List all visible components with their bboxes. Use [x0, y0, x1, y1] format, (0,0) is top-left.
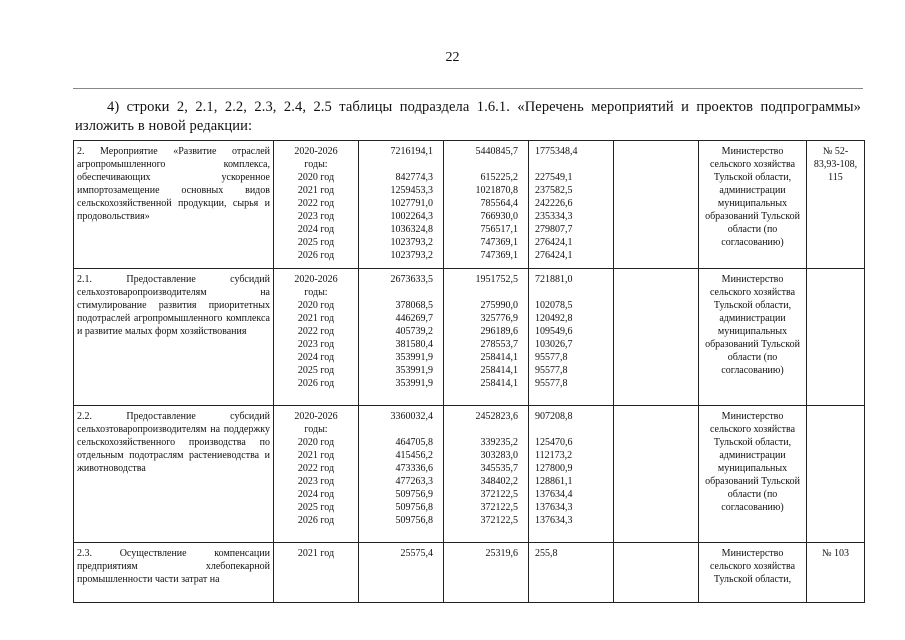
amount-value: 348402,2 — [480, 476, 518, 487]
amount-value: 1259453,3 — [390, 185, 433, 196]
amount-value: 446269,7 — [395, 313, 433, 324]
amount-value: 378068,5 — [395, 300, 433, 311]
indicators-cell — [807, 269, 865, 406]
period-label: 2020 год — [297, 300, 335, 311]
amount-value: 255,8 — [535, 548, 558, 559]
amount-value — [447, 286, 518, 299]
amount-value: 137634,3 — [535, 515, 573, 526]
amount-value: 353991,9 — [395, 365, 433, 376]
period-label: 2025 год — [297, 237, 335, 248]
responsible-cell — [699, 543, 807, 603]
period-label: 2021 год — [297, 185, 335, 196]
measure-name-cell — [74, 543, 274, 603]
amount-value — [362, 423, 433, 436]
period-cell — [274, 269, 359, 406]
amount-value: 766930,0 — [480, 211, 518, 222]
amount-value: 128861,1 — [535, 476, 573, 487]
amount-value: 5440845,7 — [475, 146, 518, 157]
amount-value: 756517,1 — [480, 224, 518, 235]
amount-value: 120492,8 — [535, 313, 573, 324]
other-funds-cell — [614, 141, 699, 269]
amount-value: 25319,6 — [485, 548, 518, 559]
indicators-cell — [807, 406, 865, 543]
amount-value: 381580,4 — [395, 339, 433, 350]
indicators-cell — [807, 141, 865, 269]
federal-cell — [529, 406, 614, 543]
amount-value: 109549,6 — [535, 326, 573, 337]
period-label: 2021 год — [297, 548, 335, 559]
responsible-cell — [699, 269, 807, 406]
amount-value: 464705,8 — [395, 437, 433, 448]
total-cell — [359, 543, 444, 603]
responsible-cell — [699, 141, 807, 269]
amount-value: 258414,1 — [480, 378, 518, 389]
amount-value: 125470,6 — [535, 437, 573, 448]
regional-cell — [444, 406, 529, 543]
table-row — [74, 406, 865, 543]
other-funds-cell — [614, 543, 699, 603]
amount-value: 372122,5 — [480, 515, 518, 526]
period-label: 2026 год — [297, 378, 335, 389]
period-label: 2023 год — [297, 339, 335, 350]
amount-value: 278553,7 — [480, 339, 518, 350]
period-label: 2024 год — [297, 352, 335, 363]
amount-value: 95577,8 — [535, 352, 568, 363]
amount-value: 127800,9 — [535, 463, 573, 474]
period-label: годы: — [304, 159, 328, 170]
indicators-text: № 52-83,93-108, 115 — [813, 146, 858, 183]
amount-value: 25575,4 — [400, 548, 433, 559]
responsible-text: Министерство сельского хозяйства Тульской области, администрации муниципальных образований Тульской области (по согласованию) — [705, 146, 800, 248]
amount-value: 95577,8 — [535, 378, 568, 389]
period-label: 2025 год — [297, 365, 335, 376]
measure-name-cell — [74, 269, 274, 406]
amount-value — [447, 158, 518, 171]
indicators-cell — [807, 543, 865, 603]
amount-value: 296189,6 — [480, 326, 518, 337]
amount-value — [447, 423, 518, 436]
amount-value: 235334,3 — [535, 211, 573, 222]
amount-value: 276424,1 — [535, 237, 573, 248]
amount-value: 747369,1 — [480, 237, 518, 248]
section-heading: 4) строки 2, 2.1, 2.2, 2.3, 2.4, 2.5 таблицы подраздела 1.6.1. «Перечень мероприятий и проектов подпрограммы» изложить в новой редакции: — [75, 99, 861, 134]
amount-value: 1775348,4 — [535, 146, 578, 157]
amount-value: 509756,8 — [395, 515, 433, 526]
table-row — [74, 543, 865, 603]
amount-value: 785564,4 — [480, 198, 518, 209]
amount-value: 237582,5 — [535, 185, 573, 196]
responsible-text: Министерство сельского хозяйства Тульской области, администрации муниципальных образований Тульской области (по согласованию) — [705, 274, 800, 376]
period-label: 2022 год — [297, 198, 335, 209]
period-label: 2023 год — [297, 211, 335, 222]
total-cell — [359, 406, 444, 543]
responsible-cell — [699, 406, 807, 543]
amount-value: 102078,5 — [535, 300, 573, 311]
amount-value: 275990,0 — [480, 300, 518, 311]
period-label: 2025 год — [297, 502, 335, 513]
page-number: 22 — [445, 50, 460, 65]
amount-value: 95577,8 — [535, 365, 568, 376]
measures-table — [73, 140, 865, 603]
amount-value: 372122,5 — [480, 489, 518, 500]
period-label: 2020-2026 — [294, 146, 338, 157]
responsible-text: Министерство сельского хозяйства Тульской области, — [709, 548, 796, 585]
federal-cell — [529, 269, 614, 406]
amount-value: 258414,1 — [480, 352, 518, 363]
amount-value: 615225,2 — [480, 172, 518, 183]
other-funds-cell — [614, 406, 699, 543]
measure-name: 2.2. Предоставление субсидий сельхозтоваропроизводителям на поддержку сельскохозяйственного производства по отдельным подотраслям растениеводства и животноводства — [77, 411, 270, 474]
period-label: 2026 год — [297, 250, 335, 261]
amount-value: 137634,3 — [535, 502, 573, 513]
period-cell — [274, 543, 359, 603]
amount-value: 112173,2 — [535, 450, 573, 461]
amount-value: 345535,7 — [480, 463, 518, 474]
period-label: 2022 год — [297, 326, 335, 337]
period-label: 2021 год — [297, 450, 335, 461]
period-label: 2022 год — [297, 463, 335, 474]
amount-value: 1951752,5 — [475, 274, 518, 285]
period-cell — [274, 406, 359, 543]
federal-cell — [529, 543, 614, 603]
table-row — [74, 269, 865, 406]
amount-value: 303283,0 — [480, 450, 518, 461]
amount-value — [535, 158, 610, 171]
amount-value: 276424,1 — [535, 250, 573, 261]
amount-value — [362, 158, 433, 171]
indicators-text: № 103 — [821, 548, 850, 559]
amount-value: 353991,9 — [395, 378, 433, 389]
amount-value: 2673633,5 — [390, 274, 433, 285]
regional-cell — [444, 141, 529, 269]
period-label: 2024 год — [297, 489, 335, 500]
amount-value — [362, 286, 433, 299]
measure-name: 2.3. Осуществление компенсации предприятиям хлебопекарной промышленности части затрат на — [77, 548, 270, 585]
amount-value: 137634,4 — [535, 489, 573, 500]
amount-value: 509756,9 — [395, 489, 433, 500]
amount-value: 1027791,0 — [390, 198, 433, 209]
measure-name: 2. Мероприятие «Развитие отраслей агропромышленного комплекса, обеспечивающих ускоренное импортозамещение основных видов сельскохозяйственной продукции, сырья и продовольствия» — [77, 146, 270, 222]
period-label: 2026 год — [297, 515, 335, 526]
amount-value: 1021870,8 — [475, 185, 518, 196]
amount-value: 1036324,8 — [390, 224, 433, 235]
total-cell — [359, 141, 444, 269]
period-label: 2021 год — [297, 313, 335, 324]
amount-value: 747369,1 — [480, 250, 518, 261]
amount-value: 103026,7 — [535, 339, 573, 350]
amount-value: 339235,2 — [480, 437, 518, 448]
period-cell — [274, 141, 359, 269]
amount-value: 279807,7 — [535, 224, 573, 235]
period-label: 2023 год — [297, 476, 335, 487]
amount-value: 415456,2 — [395, 450, 433, 461]
regional-cell — [444, 543, 529, 603]
amount-value: 258414,1 — [480, 365, 518, 376]
measure-name: 2.1. Предоставление субсидий сельхозтоваропроизводителям на стимулирование развития приоритетных подотраслей агропромышленного комплекса и развитие малых форм хозяйствования — [77, 274, 270, 337]
measure-name-cell — [74, 141, 274, 269]
amount-value — [535, 286, 610, 299]
amount-value: 353991,9 — [395, 352, 433, 363]
amount-value: 3360032,4 — [390, 411, 433, 422]
period-label: 2020-2026 — [294, 274, 338, 285]
amount-value: 227549,1 — [535, 172, 573, 183]
amount-value: 405739,2 — [395, 326, 433, 337]
regional-cell — [444, 269, 529, 406]
measure-name-cell — [74, 406, 274, 543]
amount-value: 2452823,6 — [475, 411, 518, 422]
other-funds-cell — [614, 269, 699, 406]
table-row — [74, 141, 865, 269]
amount-value: 1002264,3 — [390, 211, 433, 222]
amount-value: 842774,3 — [395, 172, 433, 183]
amount-value: 907208,8 — [535, 411, 573, 422]
amount-value: 7216194,1 — [390, 146, 433, 157]
amount-value — [535, 423, 610, 436]
amount-value: 1023793,2 — [390, 250, 433, 261]
table-body — [74, 141, 865, 603]
period-label: 2020 год — [297, 172, 335, 183]
amount-value: 325776,9 — [480, 313, 518, 324]
total-cell — [359, 269, 444, 406]
amount-value: 372122,5 — [480, 502, 518, 513]
period-label: 2020 год — [297, 437, 335, 448]
amount-value: 473336,6 — [395, 463, 433, 474]
federal-cell — [529, 141, 614, 269]
amount-value: 721881,0 — [535, 274, 573, 285]
period-label: годы: — [304, 287, 328, 298]
amount-value: 242226,6 — [535, 198, 573, 209]
responsible-text: Министерство сельского хозяйства Тульской области, администрации муниципальных образований Тульской области (по согласованию) — [705, 411, 800, 513]
amount-value: 1023793,2 — [390, 237, 433, 248]
header-rule — [73, 88, 863, 89]
period-label: 2020-2026 — [294, 411, 338, 422]
period-label: годы: — [304, 424, 328, 435]
amount-value: 509756,8 — [395, 502, 433, 513]
period-label: 2024 год — [297, 224, 335, 235]
amount-value: 477263,3 — [395, 476, 433, 487]
